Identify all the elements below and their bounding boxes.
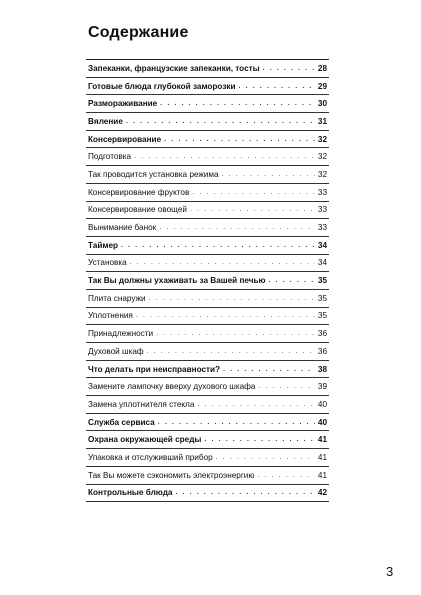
dot-leader	[204, 436, 314, 443]
toc-entry-label: Готовые блюда глубокой заморозки	[88, 81, 236, 91]
toc-entry-label: Подготовка	[88, 152, 132, 162]
dot-leader	[126, 118, 315, 125]
dot-leader	[164, 136, 315, 143]
toc-entry	[86, 467, 329, 485]
toc-entry	[86, 449, 329, 467]
toc-entry-label: Контрольные блюда	[88, 488, 173, 498]
toc-entry-page: 33	[317, 205, 327, 215]
toc-entry-page: 41	[317, 452, 327, 462]
toc-entry-page: 33	[317, 223, 327, 233]
page-title: Содержание	[88, 24, 189, 41]
toc-entry-page: 41	[317, 470, 327, 480]
toc-entry	[86, 131, 329, 149]
dot-leader	[263, 65, 315, 72]
toc-entry-page: 31	[317, 116, 327, 126]
toc-entry-label: Что делать при неисправности?	[88, 364, 221, 374]
toc-entry-page: 32	[317, 169, 327, 179]
toc-entry-page: 40	[317, 417, 327, 427]
toc-entry-label: Замена уплотнителя стекла	[88, 399, 195, 409]
toc-entry-page: 35	[317, 293, 327, 303]
toc-entry	[86, 255, 329, 273]
dot-leader	[156, 330, 315, 337]
toc-entry-label: Уплотнения	[88, 311, 133, 321]
dot-leader	[130, 259, 315, 266]
toc-entry-page: 41	[317, 435, 327, 445]
toc-entry-page: 42	[317, 488, 327, 498]
toc-entry-label: Плита снаружи	[88, 293, 146, 303]
dot-leader	[190, 206, 315, 213]
toc-entry-page: 39	[317, 382, 327, 392]
toc-entry-label: Вяление	[88, 116, 123, 126]
toc-entry-label: Консервирование	[88, 134, 162, 144]
toc-entry	[86, 237, 329, 255]
toc-entry-page: 35	[317, 311, 327, 321]
toc-entry	[86, 343, 329, 361]
dot-leader	[160, 100, 315, 107]
toc-entry	[86, 485, 329, 503]
dot-leader	[197, 401, 315, 408]
toc-entry	[86, 378, 329, 396]
toc-entry-label: Так Вы можете сэкономить электроэнергию	[88, 470, 255, 480]
toc-entry-label: Таймер	[88, 240, 118, 250]
dot-leader	[136, 312, 315, 319]
toc-entry	[86, 95, 329, 113]
toc-entry-page: 36	[317, 329, 327, 339]
dot-leader	[192, 189, 315, 196]
toc-entry	[86, 60, 329, 78]
toc-entry	[86, 219, 329, 237]
toc-entry-page: 40	[317, 399, 327, 409]
dot-leader	[223, 366, 315, 373]
page-number: 3	[386, 564, 394, 579]
dot-leader	[258, 472, 315, 479]
toc-entry-page: 29	[317, 81, 327, 91]
toc-entry-label: Консервирование фруктов	[88, 187, 190, 197]
toc-entry-label: Охрана окружающей среды	[88, 435, 202, 445]
toc-entry-label: Установка	[88, 258, 127, 268]
toc-entry	[86, 396, 329, 414]
toc-entry	[86, 184, 329, 202]
dot-leader	[149, 295, 315, 302]
toc-entry	[86, 78, 329, 96]
toc-entry	[86, 325, 329, 343]
dot-leader	[222, 171, 315, 178]
toc-entry	[86, 202, 329, 220]
toc-entry-page: 38	[317, 364, 327, 374]
dot-leader	[134, 153, 315, 160]
toc-entry-label: Духовой шкаф	[88, 346, 144, 356]
dot-leader	[121, 242, 315, 249]
toc-entry	[86, 290, 329, 308]
toc-entry-label: Так Вы должны ухаживать за Вашей печью	[88, 276, 266, 286]
toc-entry	[86, 361, 329, 379]
toc-entry	[86, 166, 329, 184]
toc-entry-label: Замените лампочку вверху духового шкафа	[88, 382, 256, 392]
toc-entry-label: Так проводится установка режима	[88, 169, 219, 179]
toc-entry-page: 28	[317, 63, 327, 73]
toc-entry-label: Принадлежности	[88, 329, 154, 339]
dot-leader	[239, 83, 315, 90]
toc-entry-page: 34	[317, 258, 327, 268]
toc-entry-label: Служба сервиса	[88, 417, 155, 427]
toc-entry	[86, 272, 329, 290]
toc-entry-page: 30	[317, 99, 327, 109]
toc-entry-page: 32	[317, 152, 327, 162]
toc-entry	[86, 113, 329, 131]
dot-leader	[159, 224, 315, 231]
dot-leader	[269, 277, 315, 284]
toc-entry-page: 32	[317, 134, 327, 144]
toc-entry-label: Размораживание	[88, 99, 158, 109]
toc-entry-label: Консервирование овощей	[88, 205, 187, 215]
toc-entry-page: 35	[317, 276, 327, 286]
toc-entry-label: Запеканки, французские запеканки, тосты	[88, 63, 260, 73]
toc-entry-label: Упаковка и отслуживший прибор	[88, 452, 213, 462]
toc-entry	[86, 414, 329, 432]
toc-entry	[86, 431, 329, 449]
dot-leader	[147, 348, 315, 355]
dot-leader	[175, 489, 314, 496]
dot-leader	[258, 383, 314, 390]
dot-leader	[216, 454, 315, 461]
toc-entry	[86, 148, 329, 166]
toc-entry	[86, 308, 329, 326]
dot-leader	[158, 419, 315, 426]
toc-entry-label: Вынимание банок	[88, 223, 157, 233]
toc-entry-page: 36	[317, 346, 327, 356]
toc-entry-page: 34	[317, 240, 327, 250]
toc-entry-page: 33	[317, 187, 327, 197]
table-of-contents	[86, 59, 329, 502]
